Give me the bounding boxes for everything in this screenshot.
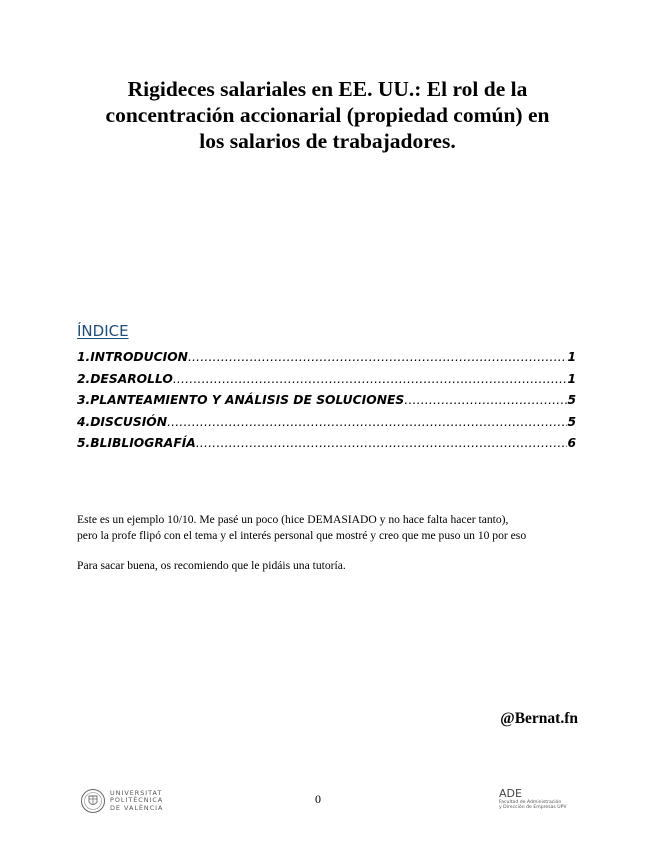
- ade-logo-icon: ADE: [499, 787, 522, 800]
- toc-entry-label: 5.BLIBLIOGRAFÍA: [77, 436, 196, 451]
- toc-entry-page: 1: [567, 350, 576, 364]
- toc-entry-page: 6: [567, 436, 576, 451]
- toc-entry-discussion[interactable]: [77, 412, 576, 434]
- toc-leader-dots: [196, 433, 568, 455]
- toc-entry-page: 5: [567, 393, 576, 408]
- toc-entry-analysis[interactable]: [77, 390, 576, 412]
- toc-leader-dots: [188, 347, 567, 369]
- document-title-line: Rigideces salariales en EE. UU.: El rol de la: [127, 77, 528, 101]
- ade-logo-line: Facultad de Administración: [499, 800, 562, 805]
- document-title-line: concentración accionarial (propiedad común) en: [105, 103, 550, 127]
- note-line: pero la profe flipó con el tema y el interés personal que mostré y creo que me puso un 10 por eso: [77, 528, 527, 542]
- upv-logo-line: DE VALÈNCIA: [110, 803, 164, 812]
- upv-logo-line: POLITÈCNICA: [110, 796, 164, 805]
- toc-entry-development[interactable]: [77, 369, 576, 391]
- author-signature: @Bernat.fn: [500, 710, 578, 727]
- upv-logo-line: UNIVERSITAT: [110, 788, 163, 797]
- table-of-contents: [77, 347, 576, 455]
- note-recommendation: Para sacar buena, os recomiendo que le pidáis una tutoría.: [77, 559, 346, 573]
- toc-entry-bibliography[interactable]: [77, 433, 576, 455]
- author-note: [77, 512, 597, 574]
- toc-entry-label: 4.DISCUSIÓN: [77, 414, 168, 429]
- toc-entry-label: 3.PLANTEAMIENTO Y ANÁLISIS DE SOLUCIONES: [77, 393, 405, 408]
- toc-entry-label: 1.INTRODUCION: [77, 350, 188, 364]
- index-heading: ÍNDICE: [77, 322, 129, 340]
- note-line: Este es un ejemplo 10/10. Me pasé un poco (hice DEMASIADO y no hace falta hacer tanto),: [77, 513, 509, 526]
- document-title: [60, 76, 595, 154]
- upv-logo-text: [110, 790, 163, 813]
- page-number: 0: [315, 792, 321, 806]
- university-seal-icon: [80, 788, 106, 814]
- toc-entry-page: 5: [567, 414, 576, 429]
- toc-leader-dots: [404, 390, 567, 412]
- document-title-line: los salarios de trabajadores.: [199, 129, 456, 153]
- toc-entry-page: 1: [567, 371, 576, 386]
- ade-logo: [499, 788, 567, 811]
- upv-logo: [80, 788, 163, 814]
- ade-logo-line: y Dirección de Empresas UPV: [499, 805, 567, 811]
- toc-leader-dots: [167, 412, 567, 434]
- toc-leader-dots: [173, 369, 568, 391]
- toc-entry-label: 2.DESAROLLO: [77, 371, 173, 386]
- toc-entry-introduction[interactable]: [77, 347, 576, 369]
